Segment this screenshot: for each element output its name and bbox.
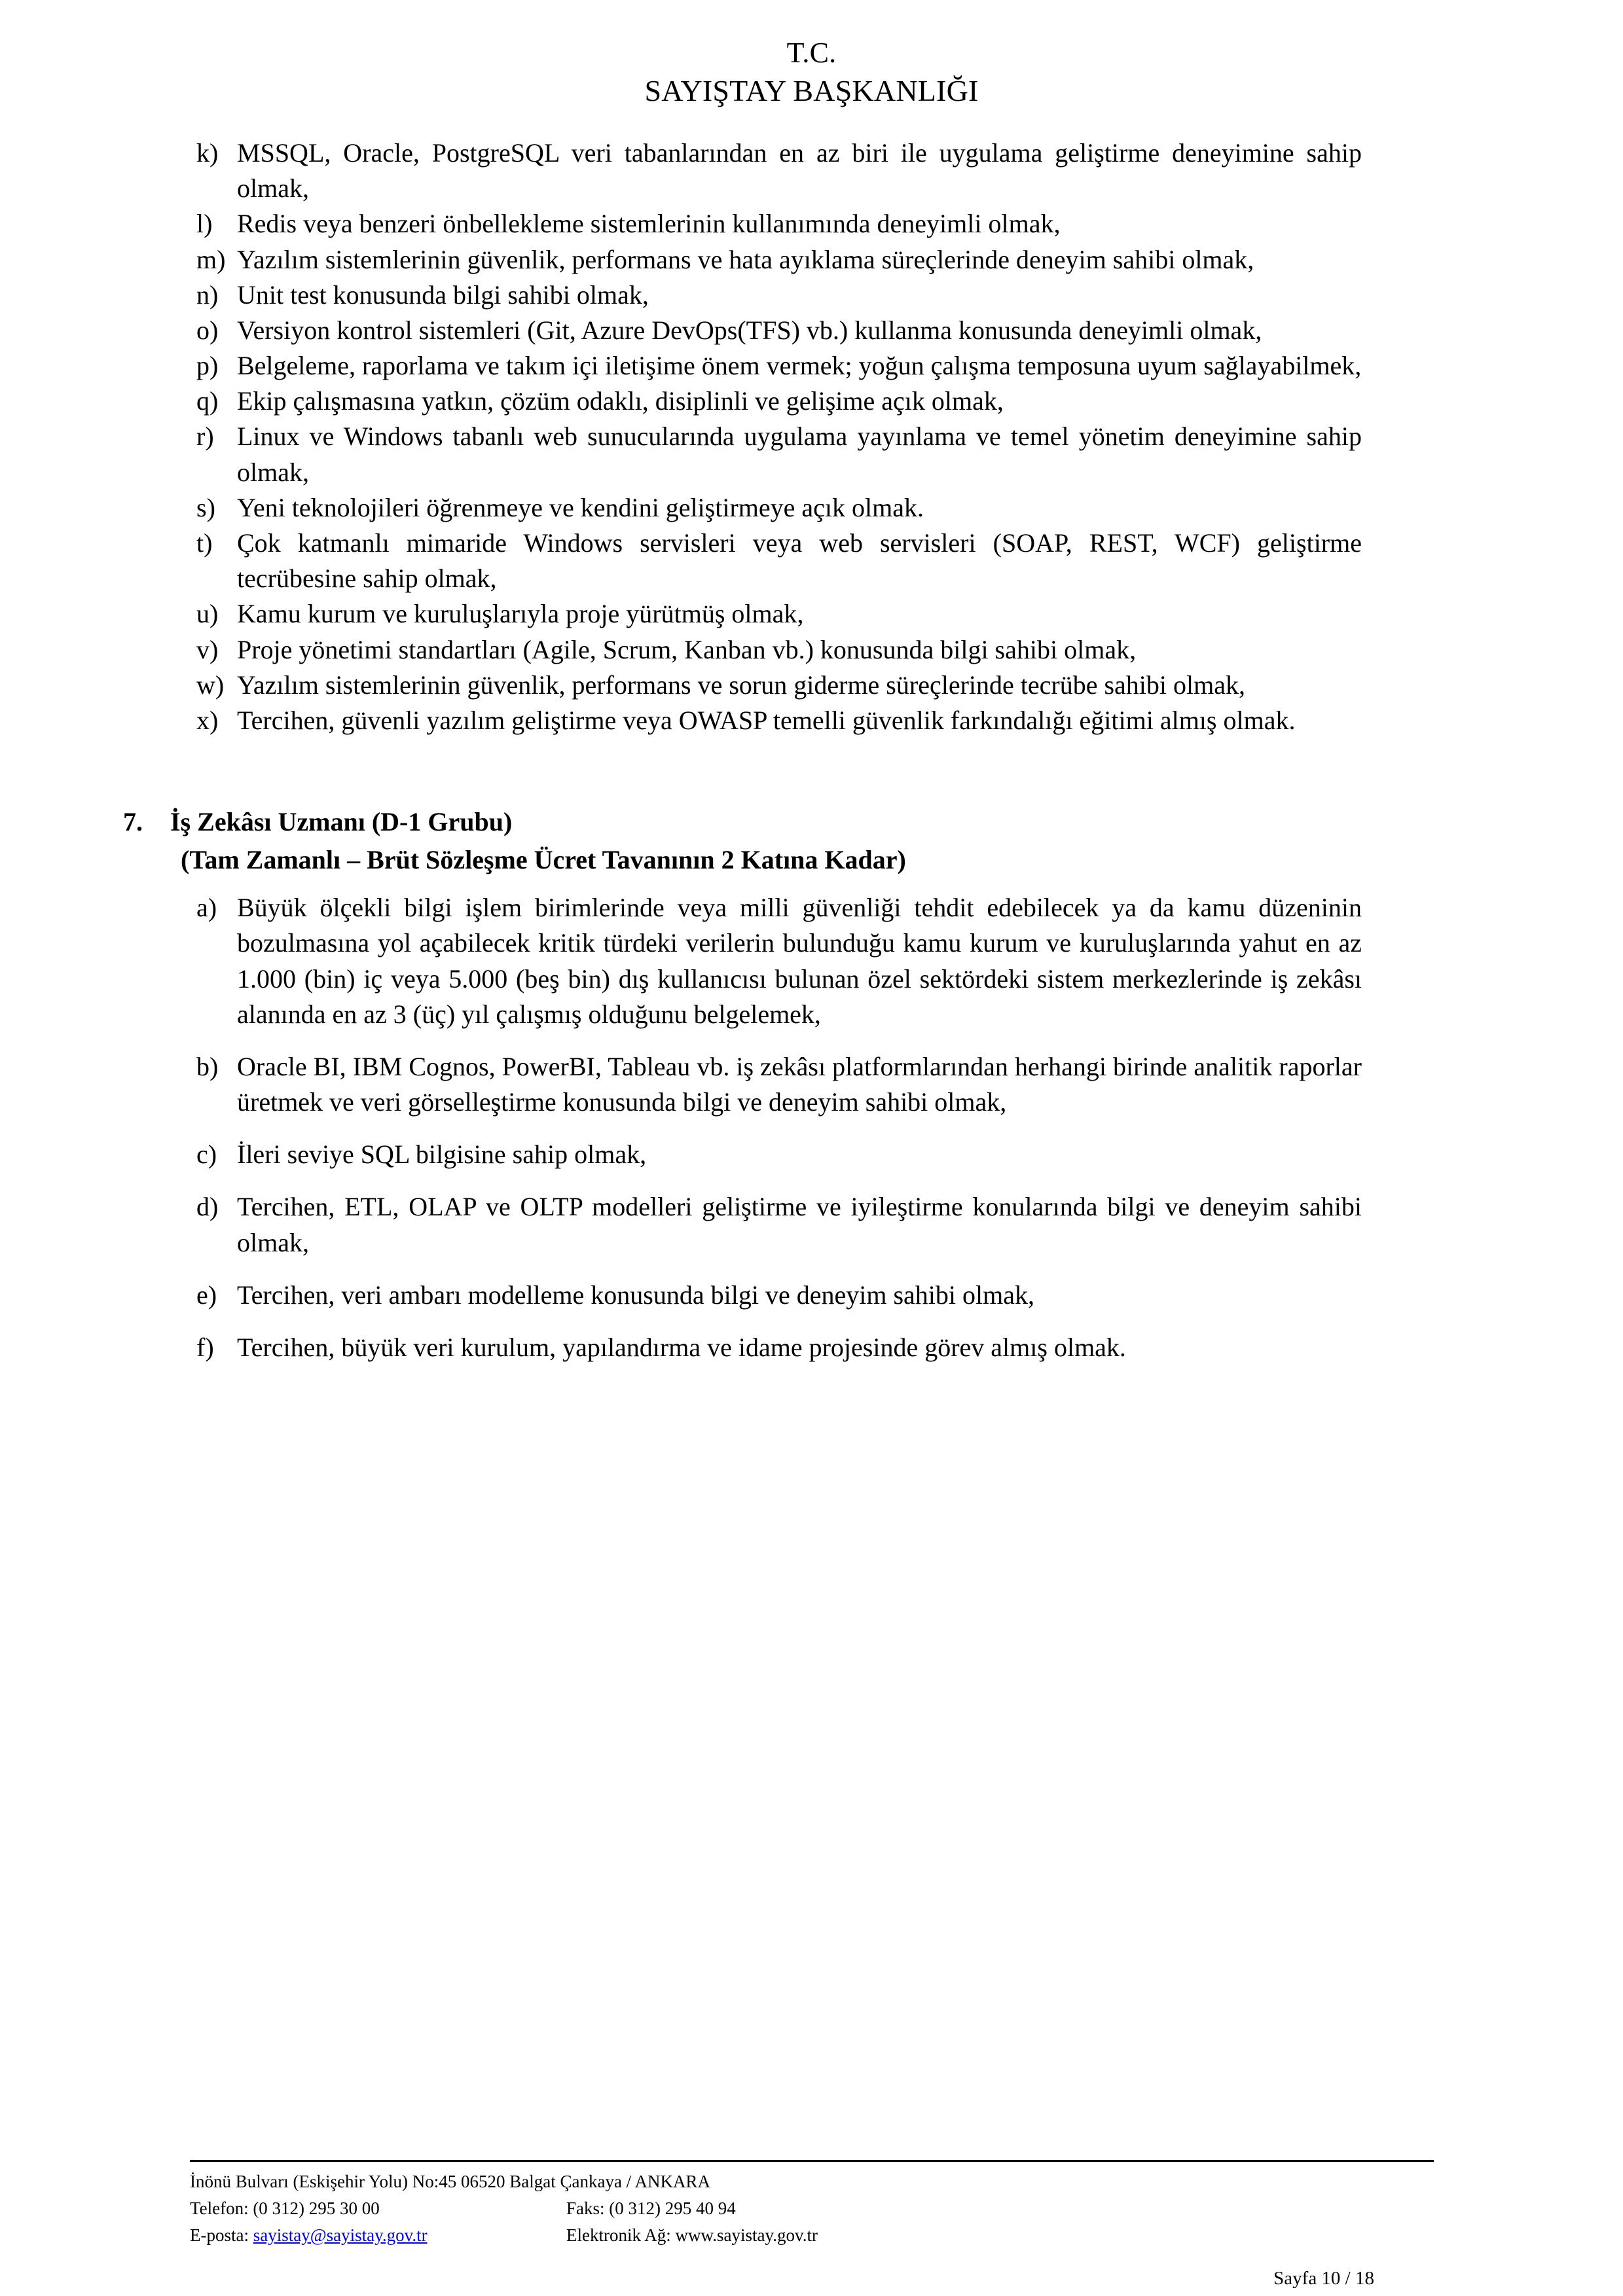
list-item-text: Oracle BI, IBM Cognos, PowerBI, Tableau vb. iş zekâsı platformlarından herhangi birinde analitik raporlar üretmek ve veri görselleştirme konusunda bilgi ve deneyim sahibi olmak, [237,1051,1362,1117]
list-item [190,490,1362,526]
list-item [190,313,1362,348]
list-item [190,890,1362,1032]
list-item [190,206,1362,242]
list-item-text: MSSQL, Oracle, PostgreSQL veri tabanlarından en az biri ile uygulama geliştirme deneyimine sahip olmak, [237,137,1362,204]
footer-email-link[interactable]: sayistay@sayistay.gov.tr [253,2225,428,2245]
list-item-text: Yazılım sistemlerinin güvenlik, performans ve sorun giderme süreçlerinde tecrübe sahibi olmak, [237,670,1245,700]
footer-email-group [190,2222,566,2249]
list-item-text: İleri seviye SQL bilgisine sahip olmak, [237,1139,647,1170]
list-marker: p) [196,351,219,381]
footer-address: İnönü Bulvarı (Eskişehir Yolu) No:45 06520 Balgat Çankaya / ANKARA [190,2171,710,2191]
list-item-text: Tercihen, güvenli yazılım geliştirme veya OWASP temelli güvenlik farkındalığı eğitimi almış olmak. [237,705,1296,735]
list-item [190,1137,1362,1172]
footer-web: Elektronik Ağ: www.sayistay.gov.tr [566,2225,818,2245]
section-heading [123,804,1362,840]
list-marker: l) [196,209,213,239]
list-marker: u) [196,599,219,629]
list-item [190,242,1362,278]
list-item-text: Yazılım sistemlerinin güvenlik, performans ve hata ayıklama süreçlerinde deneyim sahibi olmak, [237,244,1254,274]
section-title: İş Zekâsı Uzmanı (D-1 Grubu) [170,807,513,837]
list-item [190,384,1362,419]
list-item [190,278,1362,313]
list-item-text: Çok katmanlı mimaride Windows servisleri veya web servisleri (SOAP, REST, WCF) geliştirme tecrübesine sahip olmak, [237,528,1362,594]
list-item-text: Büyük ölçekli bilgi işlem birimlerinde veya milli güvenliği tehdit edebilecek ya da kamu düzeninin bozulmasına yol açabilecek kritik türdeki verilerin bulunduğu kamu kurum ve kuruluşlarında yahut en az 1.000 (bin) iç veya 5.000 (beş bin) dış kullanıcısı bulunan özel sektördeki sistem merkezlerinde iş zekâsı alanında en az 3 (üç) yıl çalışmış olduğunu belgelemek, [237,893,1362,1029]
list-marker: q) [196,386,219,416]
list-marker: m) [196,244,226,274]
list-item [190,596,1362,632]
list-item-text: Versiyon kontrol sistemleri (Git, Azure DevOps(TFS) vb.) kullanma konusunda deneyimli olmak, [237,315,1262,345]
list-item [190,526,1362,596]
list-marker: w) [196,670,225,700]
list-marker: f) [196,1333,214,1363]
list-item-text: Tercihen, büyük veri kurulum, yapılandırma ve idame projesinde görev almış olmak. [237,1333,1126,1363]
list-item [190,632,1362,668]
list-item [190,668,1362,703]
footer-divider [190,2160,1434,2162]
header-line-tc: T.C. [786,37,837,69]
document-body [123,135,1362,1365]
document-header [0,0,1623,111]
skills-requirements-list [190,135,1362,738]
list-marker: r) [196,422,214,452]
document-footer [190,2160,1544,2289]
list-marker: d) [196,1192,219,1222]
list-marker: e) [196,1280,217,1310]
list-item-text: Belgeleme, raporlama ve takım içi iletişime önem vermek; yoğun çalışma temposuna uyum sağlayabilmek, [237,351,1362,381]
list-item [190,1049,1362,1120]
list-item-text: Unit test konusunda bilgi sahibi olmak, [237,279,649,310]
list-item-text: Tercihen, veri ambarı modelleme konusunda bilgi ve deneyim sahibi olmak, [237,1280,1034,1310]
list-marker: k) [196,137,219,168]
list-marker: c) [196,1139,217,1170]
footer-phone: Telefon: (0 312) 295 30 00 [190,2198,380,2218]
section-7 [123,804,1362,1365]
section-number: 7. [123,807,143,837]
page-number: Sayfa 10 / 18 [1273,2268,1374,2289]
list-item [190,1189,1362,1260]
footer-email-line [190,2222,1544,2249]
list-item [190,1278,1362,1313]
list-item-text: Tercihen, ETL, OLAP ve OLTP modelleri geliştirme ve iyileştirme konularında bilgi ve deneyim sahibi olmak, [237,1192,1362,1257]
list-marker: x) [196,705,219,735]
list-marker: n) [196,279,219,310]
list-marker: v) [196,634,219,664]
list-marker: s) [196,492,215,522]
list-marker: b) [196,1051,219,1081]
list-item [190,1330,1362,1365]
header-line-institution: SAYIŞTAY BAŞKANLIĞI [644,74,979,108]
footer-phone-line [190,2195,1544,2222]
list-marker: a) [196,893,217,923]
list-item-text: Yeni teknolojileri öğrenmeye ve kendini geliştirmeye açık olmak. [237,492,924,522]
bi-requirements-list [190,890,1362,1365]
list-item [190,348,1362,384]
list-item-text: Kamu kurum ve kuruluşlarıyla proje yürütmüş olmak, [237,599,804,629]
list-item-text: Proje yönetimi standartları (Agile, Scrum, Kanban vb.) konusunda bilgi sahibi olmak, [237,634,1137,664]
list-item [190,703,1362,738]
section-subtitle: (Tam Zamanlı – Brüt Sözleşme Ücret Tavanının 2 Katına Kadar) [181,845,906,875]
list-item-text: Ekip çalışmasına yatkın, çözüm odaklı, disiplinli ve gelişime açık olmak, [237,386,1004,416]
footer-fax: Faks: (0 312) 295 40 94 [566,2198,736,2218]
list-item [190,135,1362,206]
footer-address-line [190,2168,1544,2195]
footer-email-label: E-posta: [190,2225,249,2245]
list-item [190,419,1362,490]
list-item-text: Linux ve Windows tabanlı web sunucularında uygulama yayınlama ve temel yönetim deneyimine sahip olmak, [237,422,1362,487]
list-item-text: Redis veya benzeri önbellekleme sistemlerinin kullanımında deneyimli olmak, [237,209,1061,239]
list-marker: o) [196,315,219,345]
list-marker: t) [196,528,213,558]
